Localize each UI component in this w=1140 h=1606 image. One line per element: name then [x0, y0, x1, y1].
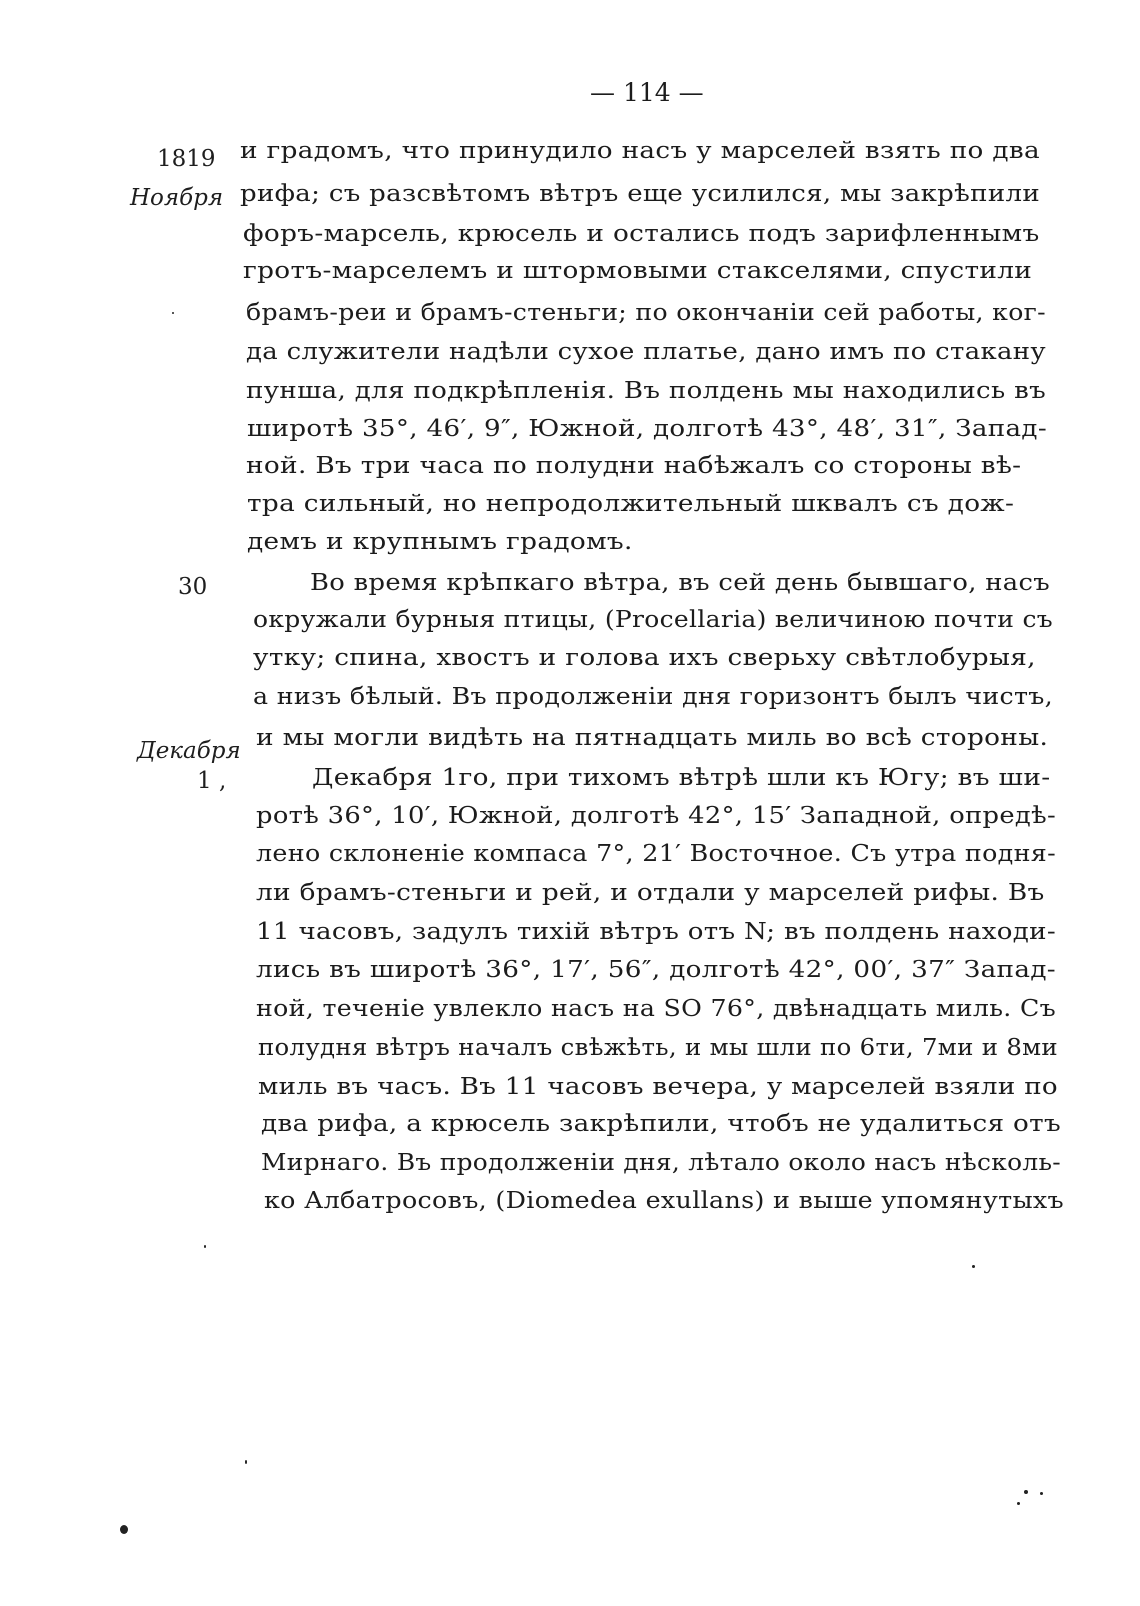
text-line: широтѣ 35°, 46′, 9″, Южной, долготѣ 43°, 48′, 31″, Запад-	[247, 414, 1047, 442]
text-line: демъ и крупнымъ градомъ.	[247, 527, 633, 555]
text-line: форъ-марсель, крюсель и остались подъ зарифленнымъ	[243, 219, 1040, 247]
ink-speck	[172, 312, 174, 314]
text-line: ли брамъ-стеньги и рей, и отдали у марселей рифы. Въ	[256, 878, 1045, 906]
text-line: ной. Въ три часа по полудни набѣжалъ со стороны вѣ-	[246, 451, 1022, 479]
ink-speck	[204, 1245, 206, 1248]
text-line: да служители надѣли сухое платье, дано имъ по стакану	[246, 337, 1046, 365]
margin-day-1: 1 ,	[197, 768, 227, 794]
text-line: ко Албатросовъ, (Diomedea exullans) и выше упомянутыхъ	[264, 1186, 1064, 1214]
text-line: Во время крѣпкаго вѣтра, въ сей день бывшаго, насъ	[310, 568, 1050, 596]
text-line: Мирнаго. Въ продолженіи дня, лѣтало около насъ нѣсколь-	[261, 1148, 1061, 1176]
margin-year: 1819	[157, 146, 216, 172]
text-line: ной, теченіе увлекло насъ на SO 76°, двѣнадцать миль. Съ	[256, 994, 1056, 1022]
text-line: гротъ-марселемъ и штормовыми стакселями, спустили	[243, 256, 1033, 284]
text-line: лись въ широтѣ 36°, 17′, 56″, долготѣ 42°, 00′, 37″ Запад-	[256, 955, 1056, 983]
text-line: два рифа, а крюсель закрѣпили, чтобъ не удалиться отъ	[261, 1109, 1061, 1137]
text-line: тра сильный, но непродолжительный шквалъ съ дож-	[247, 489, 1015, 517]
text-line: пунша, для подкрѣпленія. Въ полдень мы находились въ	[246, 376, 1046, 404]
text-line: а низъ бѣлый. Въ продолженіи дня горизонтъ былъ чистъ,	[253, 682, 1053, 710]
text-line: лено склоненіе компаса 7°, 21′ Восточное. Съ утра подня-	[256, 839, 1056, 867]
text-line: полудня вѣтръ началъ свѣжѣть, и мы шли по 6ти, 7ми и 8ми	[258, 1033, 1058, 1061]
ink-speck	[245, 1460, 247, 1464]
text-line: и градомъ, что принудило насъ у марселей взять по два	[240, 136, 1040, 164]
ink-speck	[1024, 1490, 1028, 1494]
text-line: ротѣ 36°, 10′, Южной, долготѣ 42°, 15′ Западной, опредѣ-	[256, 801, 1056, 829]
text-line: рифа; съ разсвѣтомъ вѣтръ еще усилился, мы закрѣпили	[240, 179, 1040, 207]
ink-speck	[120, 1525, 128, 1534]
text-line: миль въ часъ. Въ 11 часовъ вечера, у марселей взяли по	[258, 1072, 1058, 1100]
margin-month-november: Ноября	[130, 185, 224, 211]
ink-speck	[972, 1265, 975, 1268]
margin-month-december: Декабря	[137, 738, 241, 764]
ink-speck	[1040, 1492, 1043, 1495]
margin-day-30: 30	[178, 574, 208, 600]
page-number: — 114 —	[590, 78, 704, 107]
text-line: утку; спина, хвостъ и голова ихъ сверьху свѣтлобурыя,	[253, 643, 1036, 671]
text-line: окружали бурныя птицы, (Procellaria) величиною почти съ	[253, 605, 1053, 633]
text-line: и мы могли видѣть на пятнадцать миль во всѣ стороны.	[256, 723, 1049, 751]
ink-speck	[1017, 1502, 1020, 1505]
text-line: 11 часовъ, задулъ тихій вѣтръ отъ N; въ полдень находи-	[256, 917, 1056, 945]
text-line: брамъ-реи и брамъ-стеньги; по окончаніи сей работы, ког-	[246, 298, 1046, 326]
text-line: Декабря 1го, при тихомъ вѣтрѣ шли къ Югу; въ ши-	[312, 763, 1051, 791]
